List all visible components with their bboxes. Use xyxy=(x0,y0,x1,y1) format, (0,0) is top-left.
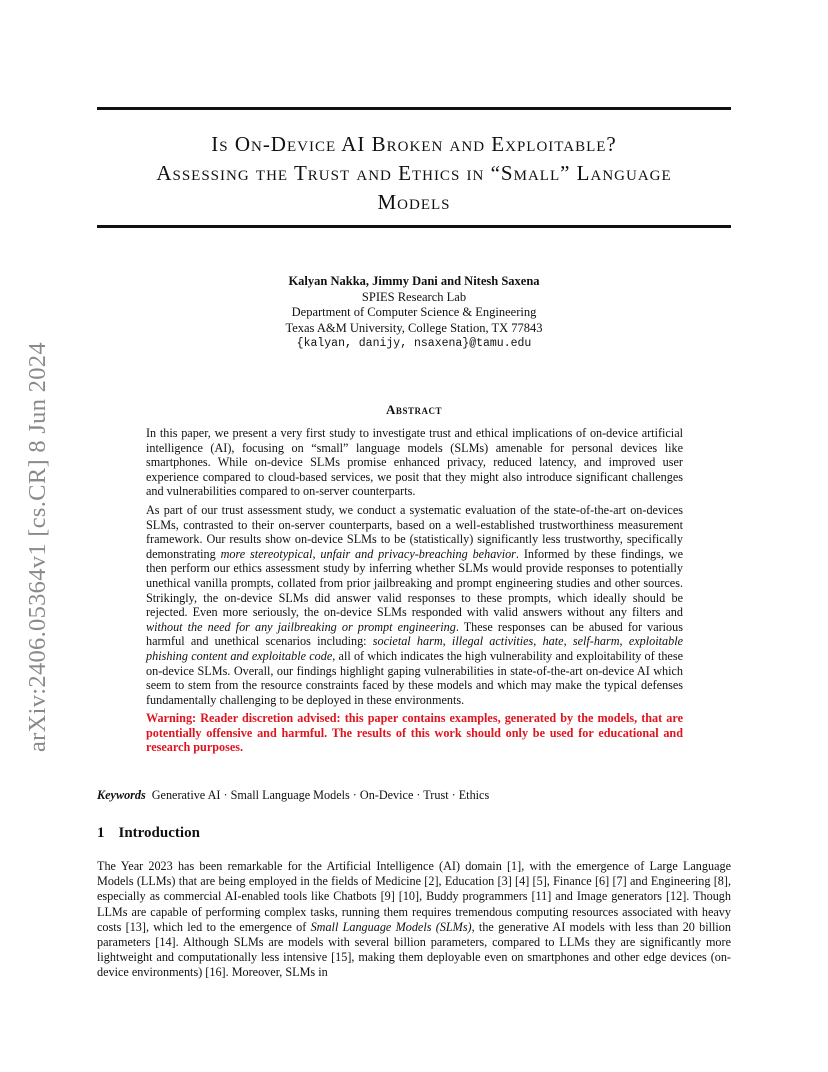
abstract-paragraph-2 xyxy=(146,503,683,707)
section-title: Introduction xyxy=(118,825,200,841)
abstract-emphasis: without the need for any jailbreaking or prompt engineering xyxy=(146,619,456,634)
title-line-1: Is On-Device AI Broken and Exploitable? xyxy=(211,132,617,156)
abstract-text: As part of our trust assessment study, we conduct a systematic evaluation of the state-of-the-art on-devices SLMs, contrasted to their on-server counterparts, based on a well-established trustworthiness measurement framework. Our results show on-device SLMs to be (statistically) significantly less trustworthy, specifically demonstrating xyxy=(146,502,683,561)
arxiv-identifier-stamp: arXiv:2406.05364v1 [cs.CR] 8 Jun 2024 xyxy=(24,342,51,752)
title-top-rule xyxy=(97,107,731,110)
abstract-text: . Informed by these findings, we then perform our ethics assessment study by inferring whether SLMs would provide responses to potentially unethical vanilla prompts, collated from prior jailbreaking and prompt engineering studies and other sources. Strikingly, the on-device SLMs did answer valid responses to these prompts, which ideally should be rejected. Even more seriously, the on-device SLMs responded with valid answers without any filters and xyxy=(146,546,683,620)
abstract-paragraph-1: In this paper, we present a very first study to investigate trust and ethical implications of on-device artificial intelligence (AI), focusing on “small” language models (SLMs) amenable for personal devices like smartphones. While on-device SLMs promise enhanced privacy, reduced latency, and improved user experience compared to cloud-based services, we posit that they might also introduce significant challenges and vulnerabilities compared to on-server counterparts. xyxy=(146,426,683,499)
author-lab: SPIES Research Lab xyxy=(361,289,467,304)
paper-title xyxy=(97,130,731,217)
author-email: {kalyan, danijy, nsaxena}@tamu.edu xyxy=(296,337,532,350)
keywords-label: Keywords xyxy=(97,788,146,802)
introduction-paragraph xyxy=(97,859,731,981)
intro-text: , the generative AI models with less than 20 billion parameters [14]. Although SLMs are models with several billion parameters, compared to LLMs they are significantly more lightweight and computationally less intensive [15], making them deployable even on smartphones and other edge devices (on-device environments) [16]. Moreover, SLMs in xyxy=(97,919,731,980)
intro-text: The Year 2023 has been remarkable for the Artificial Intelligence (AI) domain [1], with the emergence of Large Language Models (LLMs) that are being employed in the fields of Medicine [2], Education [3] [4] [5], Finance [6] [7] and Engineering [8], especially as commercial AI-enabled tools like Chatbots [9] [10], Buddy programmers [11] and Image generators [12]. Though LLMs are capable of performing complex tasks, running them requires tremendous computing resources associated with heavy costs [13], which led to the emergence of xyxy=(97,859,731,934)
author-department: Department of Computer Science & Engineering xyxy=(291,305,537,319)
abstract-emphasis: societal harm, illegal activities, hate, self-harm, exploitable phishing content and exploitable code xyxy=(146,634,683,663)
title-line-3: Models xyxy=(377,190,451,214)
keywords-list: Generative AI · Small Language Models · On-Device · Trust · Ethics xyxy=(151,788,490,802)
keywords-line xyxy=(97,788,731,803)
content-warning: Warning: Reader discretion advised: this paper contains examples, generated by the models, that are potentially offensive and harmful. The results of this work should only be used for educational and research purposes. xyxy=(146,711,683,755)
abstract-heading: Abstract xyxy=(386,402,442,417)
abstract-body xyxy=(146,426,683,759)
author-university: Texas A&M University, College Station, TX 77843 xyxy=(285,320,543,335)
abstract-text: . These responses can be abused for various harmful and unethical scenarios including: xyxy=(146,619,683,649)
title-bottom-rule xyxy=(97,225,731,228)
section-heading-introduction xyxy=(97,825,200,842)
author-names: Kalyan Nakka, Jimmy Dani and Nitesh Saxena xyxy=(288,274,540,288)
abstract-text: , all of which indicates the high vulnerability and exploitability of these on-device SLMs. Overall, our findings highlight gaping vulnerabilities in state-of-the-art on-device AI which seem to stem from the resource constraints faced by these models and which may make the typical defenses fundamentally challenging to be deployed in these environments. xyxy=(146,648,683,707)
section-number: 1 xyxy=(97,825,105,841)
title-line-2: Assessing the Trust and Ethics in “Small” Language xyxy=(156,161,672,185)
intro-emphasis: Small Language Models (SLMs) xyxy=(310,919,472,934)
author-block xyxy=(97,274,731,352)
abstract-emphasis: more stereotypical, unfair and privacy-breaching behavior xyxy=(220,546,516,561)
